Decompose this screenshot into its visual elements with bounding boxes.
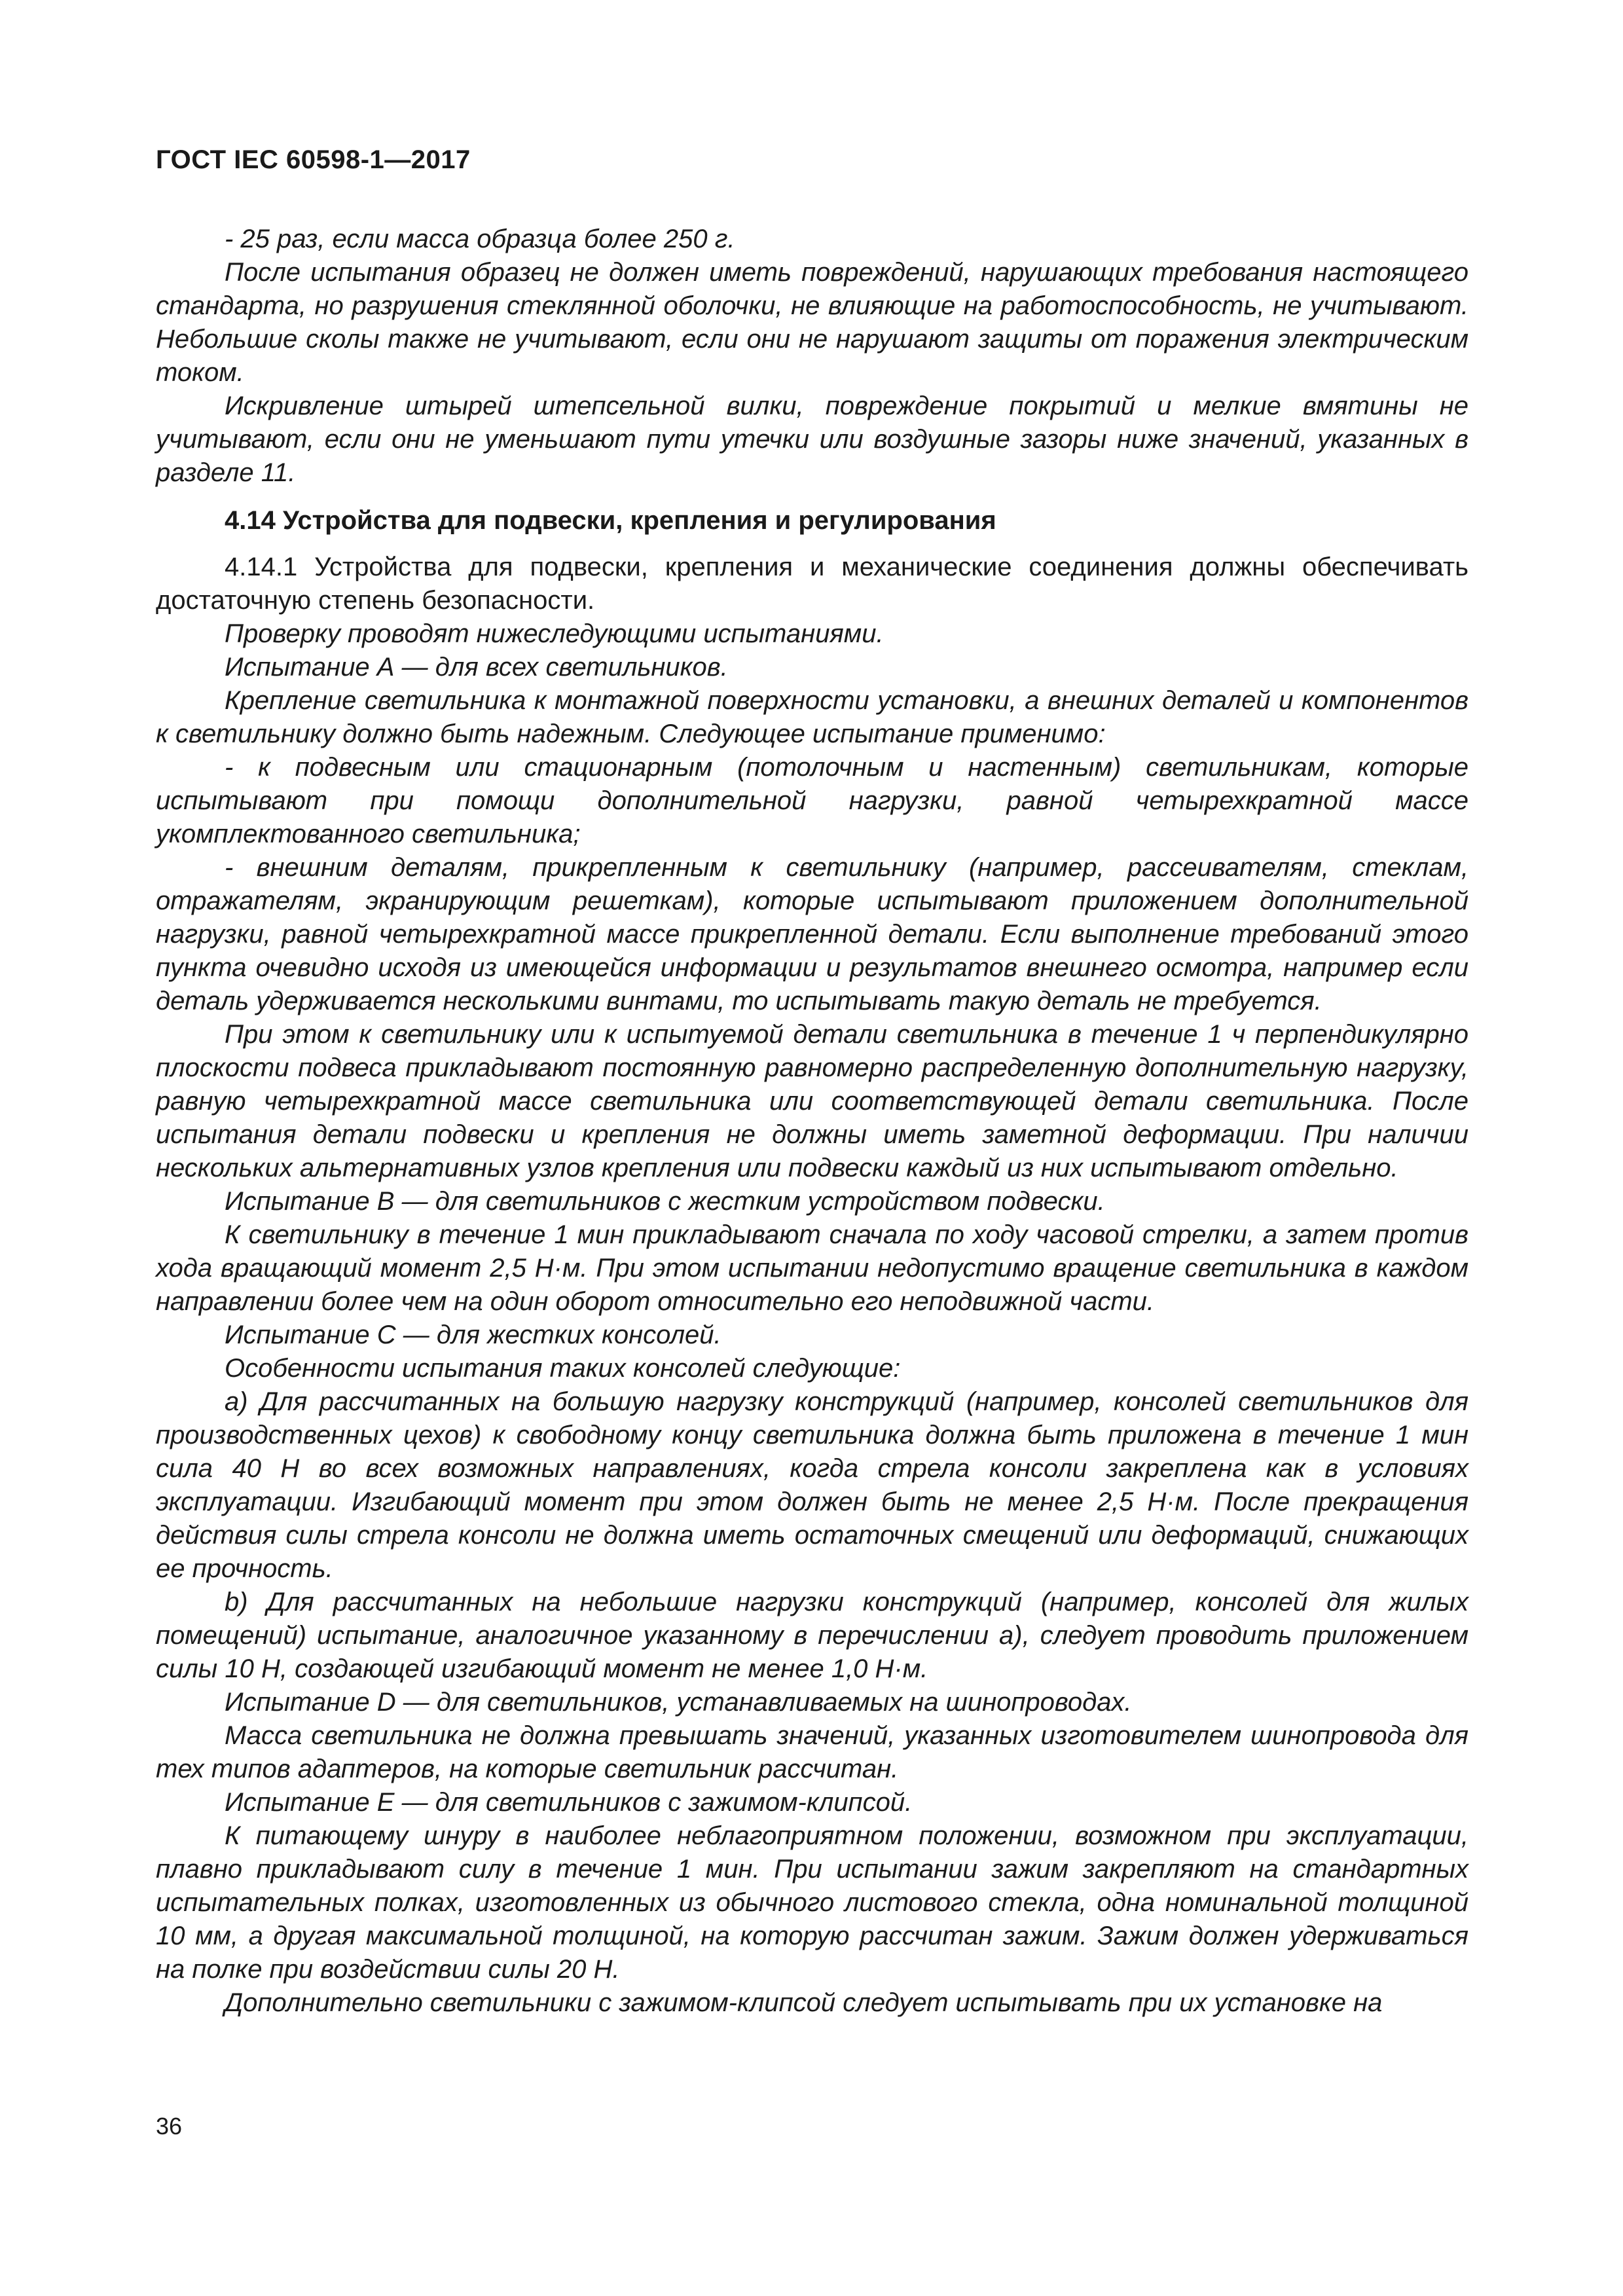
paragraph-12: К светильнику в течение 1 мин прикладывают сначала по ходу часовой стрелки, а затем против хода вращающий момент 2,5 Н·м. При этом испытании недопустимо вращение светильника в каждом направлении более чем на один оборот относительно его неподвижной части. bbox=[156, 1220, 1468, 1316]
paragraph-8: - к подвесным или стационарным (потолочным и настенным) светильникам, которые испытывают при помощи дополнительной нагрузки, равной четырехкратной массе укомплектованного светильника; bbox=[156, 753, 1468, 848]
paragraph-13: Испытание С — для жестких консолей. bbox=[225, 1321, 721, 1349]
section-title: 4.14 Устройства для подвески, крепления и регулирования bbox=[225, 506, 996, 535]
paragraph-4: 4.14.1 Устройства для подвески, крепления и механические соединения должны обеспечивать достаточную степень безопасности. bbox=[156, 553, 1468, 615]
document-body bbox=[156, 223, 1468, 2020]
page-number: 36 bbox=[156, 2113, 183, 2140]
paragraph-1: - 25 раз, если масса образца более 250 г. bbox=[225, 225, 735, 253]
paragraph-18: Масса светильника не должна превышать значений, указанных изготовителем шинопровода для тех типов адаптеров, на которые светильник рассчитан. bbox=[156, 1721, 1468, 1783]
paragraph-9: - внешним деталям, прикрепленным к светильнику (например, рассеивателям, стеклам, отражателям, экранирующим решеткам), которые испытывают приложением дополнительной нагрузки, равной четырехкратной массе прикрепленной детали. Если выполнение требований этого пункта очевидно исходя из имеющейся информации и результатов внешнего осмотра, например если деталь удерживается несколькими винтами, то испытывать такую деталь не требуется. bbox=[156, 853, 1468, 1015]
paragraph-11: Испытание В — для светильников с жестким устройством подвески. bbox=[225, 1187, 1105, 1216]
paragraph-15: a) Для рассчитанных на большую нагрузку конструкций (например, консолей светильников для производственных цехов) к свободному концу светильника должна быть приложена в течение 1 мин сила 40 Н во всех возможных направлениях, когда стрела консоли закреплена как в условиях эксплуатации. Изгибающий момент при этом должен быть не менее 2,5 Н·м. После прекращения действия силы стрела консоли не должна иметь остаточных смещений или деформаций, снижающих ее прочность. bbox=[156, 1387, 1468, 1583]
paragraph-21: Дополнительно светильники с зажимом-клипсой следует испытывать при их установке на bbox=[225, 1988, 1383, 2017]
paragraph-19: Испытание E — для светильников с зажимом-клипсой. bbox=[225, 1788, 913, 1817]
paragraph-20: К питающему шнуру в наиболее неблагоприятном положении, возможном при эксплуатации, плавно прикладывают силу в течение 1 мин. При испытании зажим закрепляют на стандартных испытательных полках, изготовленных из обычного листового стекла, одна номинальной толщиной 10 мм, а другая максимальной толщиной, на которую рассчитан зажим. Зажим должен удерживаться на полке при воздействии силы 20 Н. bbox=[156, 1821, 1468, 1984]
document-header: ГОСТ IEC 60598-1—2017 bbox=[156, 145, 471, 174]
paragraph-6: Испытание А — для всех светильников. bbox=[225, 653, 728, 682]
paragraph-14: Особенности испытания таких консолей следующие: bbox=[225, 1354, 901, 1383]
paragraph-16: b) Для рассчитанных на небольшие нагрузки конструкций (например, консолей для жилых помещений) испытание, аналогичное указанному в перечислении а), следует проводить приложением силы 10 Н, создающей изгибающий момент не менее 1,0 Н·м. bbox=[156, 1588, 1468, 1683]
paragraph-10: При этом к светильнику или к испытуемой детали светильника в течение 1 ч перпендикулярно плоскости подвеса прикладывают постоянную равномерно распределенную дополнительную нагрузку, равную четырехкратной массе светильника или соответствующей детали светильника. После испытания детали подвески и крепления не должны иметь заметной деформации. При наличии нескольких альтернативных узлов крепления или подвески каждый из них испытывают отдельно. bbox=[156, 1020, 1468, 1182]
paragraph-7: Крепление светильника к монтажной поверхности установки, а внешних деталей и компонентов к светильнику должно быть надежным. Следующее испытание применимо: bbox=[156, 686, 1468, 748]
paragraph-3: Искривление штырей штепсельной вилки, повреждение покрытий и мелкие вмятины не учитывают, если они не уменьшают пути утечки или воздушные зазоры ниже значений, указанных в разделе 11. bbox=[156, 392, 1468, 487]
paragraph-17: Испытание D — для светильников, устанавливаемых на шинопроводах. bbox=[225, 1688, 1132, 1717]
paragraph-2: После испытания образец не должен иметь повреждений, нарушающих требования настоящего стандарта, но разрушения стеклянной оболочки, не влияющие на работоспособность, не учитывают. Небольшие сколы также не учитывают, если они не нарушают защиты от поражения электрическим током. bbox=[156, 258, 1468, 387]
paragraph-5: Проверку проводят нижеследующими испытаниями. bbox=[225, 619, 884, 648]
